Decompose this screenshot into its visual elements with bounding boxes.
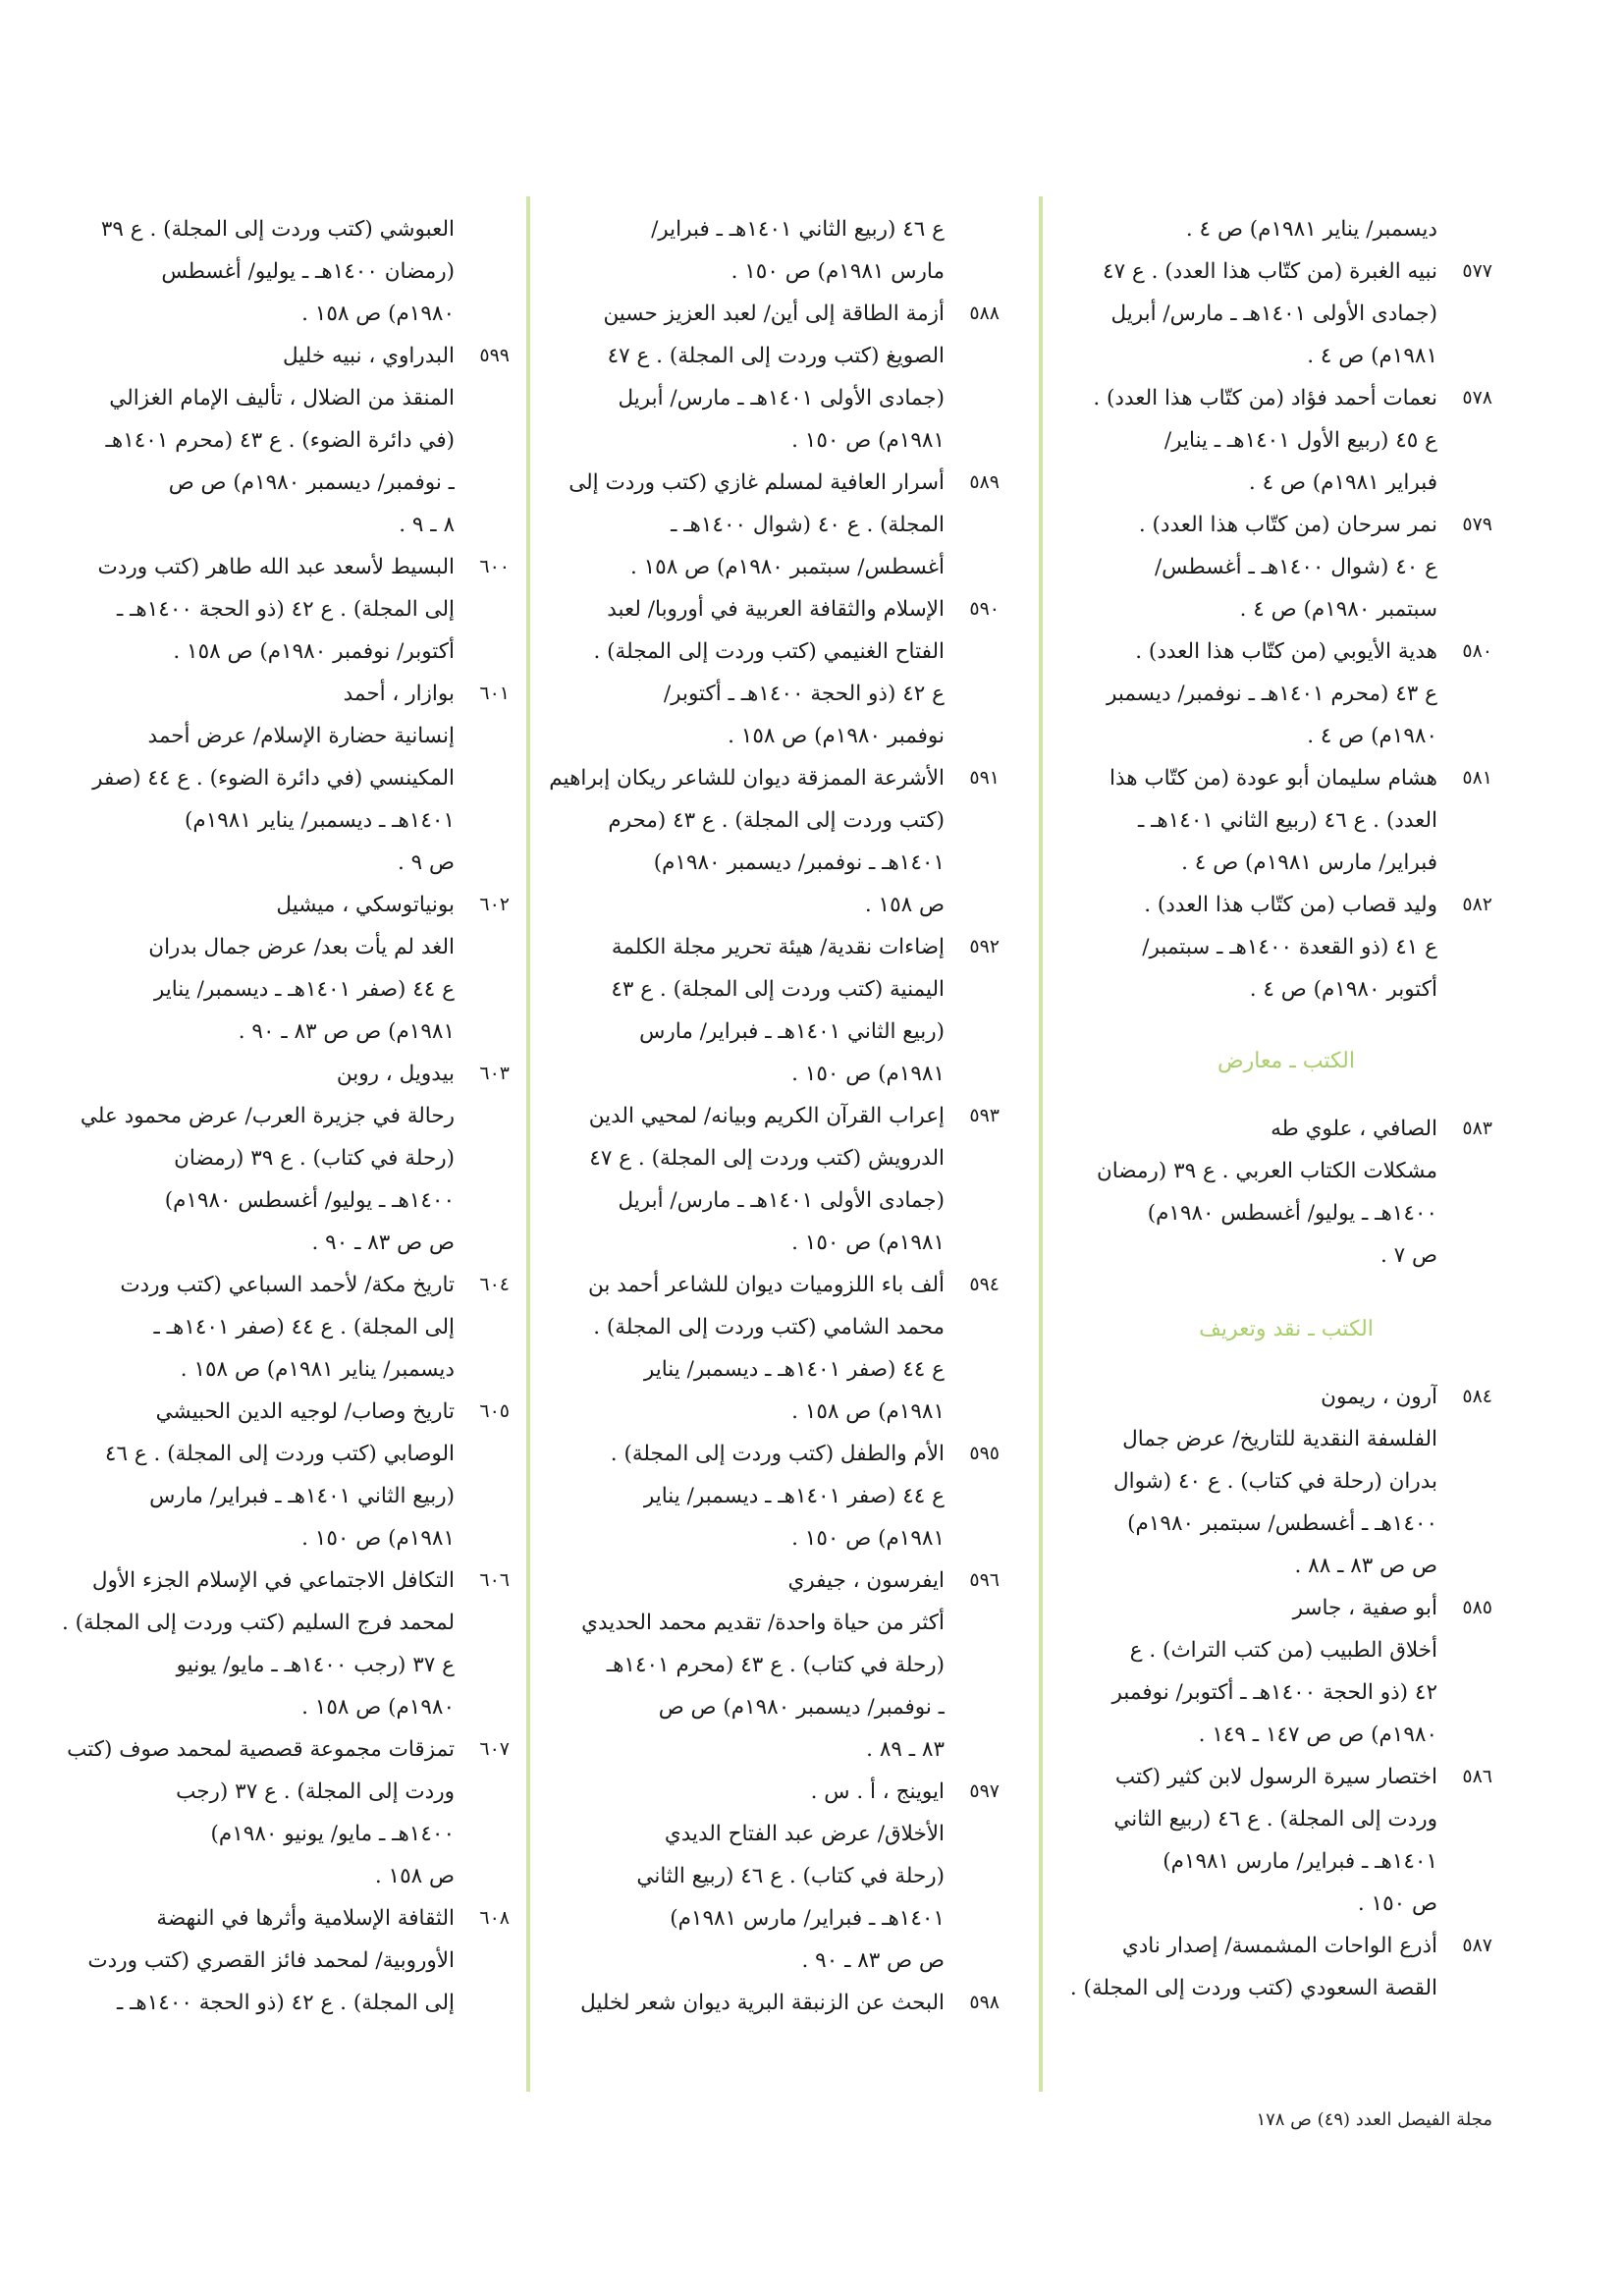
entry-text-line: ـ نوفمبر/ ديسمبر ١٩٨٠م) ص ص bbox=[658, 1695, 945, 1720]
entry-text-line: الأخلاق/ عرض عبد الفتاح الديدي bbox=[664, 1822, 945, 1846]
entry-number: ٥٨٤ bbox=[1462, 1386, 1492, 1407]
bibliography-entry bbox=[71, 335, 510, 546]
entry-text-line: الوصابي (كتب وردت إلى المجلة) . ع ٤٦ bbox=[104, 1442, 455, 1466]
entry-text-line: ١٩٨١م) ص ١٥٠ . bbox=[791, 1230, 945, 1255]
entry-text-line: ١٤٠٠هـ ـ يوليو/ أغسطس ١٩٨٠م) bbox=[1147, 1201, 1437, 1226]
entry-text-line: الدرويش (كتب وردت إلى المجلة) . ع ٤٧ bbox=[589, 1146, 945, 1171]
bibliography-entry bbox=[568, 462, 1000, 588]
right-column bbox=[1069, 208, 1492, 2009]
entry-text-line: المكينسي (في دائرة الضوء) . ع ٤٤ (صفر bbox=[92, 766, 455, 791]
continuation-text bbox=[1080, 208, 1492, 250]
entry-text-line: ١٤٠١هـ ـ نوفمبر/ ديسمبر ١٩٨٠م) bbox=[653, 850, 945, 875]
entry-text-line: إلى المجلة) . ع ٤٢ (ذو الحجة ١٤٠٠هـ ـ bbox=[116, 597, 455, 622]
entry-text-line: الأوروبية/ لمحمد فائز القصري (كتب وردت bbox=[87, 1948, 455, 1973]
entry-text-line: الأم والطفل (كتب وردت إلى المجلة) . bbox=[610, 1442, 945, 1466]
entry-number: ٦٠٧ bbox=[479, 1738, 510, 1760]
entry-text-line: الإسلام والثقافة العربية في أوروبا/ لعبد bbox=[607, 597, 945, 622]
entry-text-line: ع ٤٤ (صفر ١٤٠١هـ ـ ديسمبر/ يناير bbox=[643, 1357, 945, 1382]
entry-text-line: ألف باء اللزوميات ديوان للشاعر أحمد بن bbox=[588, 1273, 945, 1297]
continuation-text bbox=[568, 208, 1000, 293]
entry-number: ٦٠٦ bbox=[479, 1569, 510, 1591]
entry-number: ٥٩٧ bbox=[969, 1780, 1000, 1802]
entry-text-line: أكثر من حياة واحدة/ تقديم محمد الحديدي bbox=[581, 1611, 945, 1635]
entry-number: ٥٧٨ bbox=[1462, 387, 1492, 409]
entry-text-line: ع ٤٥ (ربيع الأول ١٤٠١هـ ـ يناير/ bbox=[1163, 428, 1437, 453]
entry-number: ٥٨٧ bbox=[1462, 1935, 1492, 1956]
entry-number: ٦٠٤ bbox=[479, 1274, 510, 1295]
entry-text-line: أكتوبر ١٩٨٠م) ص ٤ . bbox=[1249, 977, 1437, 1002]
entry-text-line: فبراير/ مارس ١٩٨١م) ص ٤ . bbox=[1181, 850, 1437, 875]
entry-text-line: أبو صفية ، جاسر bbox=[1292, 1596, 1437, 1620]
entry-text-line: ١٩٨١م) ص ١٥٠ . bbox=[301, 1526, 455, 1551]
entry-text-line: نبيه الغبرة (من كتّاب هذا العدد) . ع ٤٧ bbox=[1103, 259, 1437, 284]
bibliography-entry bbox=[568, 1433, 1000, 1559]
entry-text-line: ع ٤١ (ذو القعدة ١٤٠٠هـ ـ سبتمبر/ bbox=[1142, 935, 1437, 959]
bibliography-entry bbox=[1080, 884, 1492, 1011]
entry-text-line: ١٩٨١م) ص ص ٨٣ ـ ٩٠ . bbox=[238, 1019, 455, 1044]
entry-number: ٦٠١ bbox=[479, 683, 510, 704]
entry-list bbox=[1080, 250, 1492, 1011]
entry-text-line: ايوينج ، أ . س . bbox=[810, 1779, 945, 1804]
entry-text-line: ١٩٨٠م) ص ٤ . bbox=[1307, 724, 1437, 748]
bibliography-entry bbox=[568, 1982, 1000, 2024]
entry-text-line: نوفمبر ١٩٨٠م) ص ١٥٨ . bbox=[728, 724, 945, 748]
entry-text-line: ديسمبر/ يناير ١٩٨١م) ص ٤ . bbox=[1185, 217, 1437, 242]
entry-text-line: ع ٤٢ (ذو الحجة ١٤٠٠هـ ـ أكتوبر/ bbox=[663, 682, 945, 706]
bibliography-entry bbox=[568, 1771, 1000, 1982]
entry-text-line: أسرار العافية لمسلم غازي (كتب وردت إلى bbox=[568, 470, 945, 495]
entry-text-line: المجلة) . ع ٤٠ (شوال ١٤٠٠هـ ـ bbox=[671, 513, 945, 537]
bibliography-entry bbox=[71, 546, 510, 673]
entry-text-line: (جمادى الأولى ١٤٠١هـ ـ مارس/ أبريل bbox=[618, 386, 945, 410]
entry-text-line: ١٩٨٠م) ص ص ١٤٧ ـ ١٤٩ . bbox=[1198, 1722, 1437, 1747]
entry-text-line: (رحلة في كتاب) . ع ٣٩ (رمضان bbox=[174, 1146, 455, 1171]
bibliography-entry bbox=[568, 1264, 1000, 1433]
continuation-text bbox=[71, 208, 510, 335]
entry-text-line: (جمادى الأولى ١٤٠١هـ ـ مارس/ أبريل bbox=[618, 1188, 945, 1213]
entry-text-line: آرون ، ريمون bbox=[1321, 1385, 1437, 1409]
entry-text-line: ع ٣٧ (رجب ١٤٠٠هـ ـ مايو/ يونيو bbox=[176, 1653, 455, 1677]
entry-text-line: تمزقات مجموعة قصصية لمحمد صوف (كتب bbox=[67, 1737, 455, 1762]
bibliography-entry bbox=[71, 1053, 510, 1264]
entry-number: ٥٩٠ bbox=[969, 598, 1000, 620]
entry-text-line: ص ٧ . bbox=[1380, 1243, 1437, 1268]
entry-text-line: ديسمبر/ يناير ١٩٨١م) ص ١٥٨ . bbox=[180, 1357, 455, 1382]
entry-number: ٥٨١ bbox=[1462, 767, 1492, 789]
entry-text-line: هدية الأيوبي (من كتّاب هذا العدد) . bbox=[1135, 639, 1437, 664]
entry-text-line: ١٩٨١م) ص ١٥٨ . bbox=[791, 1399, 945, 1424]
entry-text-line: إلى المجلة) . ع ٤٢ (ذو الحجة ١٤٠٠هـ ـ bbox=[116, 1991, 455, 2015]
entry-text-line: وردت إلى المجلة) . ع ٤٦ (ربيع الثاني bbox=[1113, 1807, 1437, 1831]
bibliography-entry bbox=[71, 1391, 510, 1559]
entry-number: ٥٩١ bbox=[969, 767, 1000, 789]
entry-list bbox=[1069, 1376, 1492, 2009]
entry-text-line: ١٤٠٠هـ ـ أغسطس/ سبتمبر ١٩٨٠م) bbox=[1127, 1511, 1437, 1536]
entry-text-line: التكافل الاجتماعي في الإسلام الجزء الأول bbox=[91, 1568, 455, 1593]
bibliography-entry bbox=[1080, 757, 1492, 884]
entry-text-line: إضاءات نقدية/ هيئة تحرير مجلة الكلمة bbox=[611, 935, 945, 959]
bibliography-entry bbox=[568, 588, 1000, 757]
entry-text-line: العبوشي (كتب وردت إلى المجلة) . ع ٣٩ bbox=[100, 217, 455, 242]
bibliography-entry bbox=[1080, 1756, 1492, 1925]
entry-text-line: ص ص ٨٣ ـ ٩٠ . bbox=[801, 1948, 945, 1973]
entry-text-line: الفتاح الغنيمي (كتب وردت إلى المجلة) . bbox=[593, 639, 945, 664]
entry-text-line: ايفرسون ، جيفري bbox=[787, 1568, 945, 1593]
entry-text-line: ص ١٥٨ . bbox=[864, 893, 945, 917]
entry-text-line: الأشرعة الممزقة ديوان للشاعر ريكان إبراهيم bbox=[549, 766, 945, 791]
entry-text-line: (رمضان ١٤٠٠هـ ـ يوليو/ أغسطس bbox=[161, 259, 455, 284]
entry-number: ٦٠٠ bbox=[479, 556, 510, 577]
entry-text-line: الصويغ (كتب وردت إلى المجلة) . ع ٤٧ bbox=[607, 344, 945, 368]
entry-text-line: ١٩٨٠م) ص ١٥٨ . bbox=[301, 1695, 455, 1720]
entry-text-line: تاريخ مكة/ لأحمد السباعي (كتب وردت bbox=[120, 1273, 455, 1297]
entry-text-line: (ربيع الثاني ١٤٠١هـ ـ فبراير/ مارس bbox=[639, 1019, 945, 1044]
entry-text-line: ص ص ٨٣ ـ ٩٠ . bbox=[311, 1230, 455, 1255]
entry-number: ٦٠٨ bbox=[479, 1907, 510, 1929]
bibliography-entry bbox=[71, 1897, 510, 2024]
entry-text-line: نعمات أحمد فؤاد (من كتّاب هذا العدد) . bbox=[1093, 386, 1437, 410]
entry-text-line: ص ٩ . bbox=[397, 850, 455, 875]
bibliography-entry bbox=[1080, 1587, 1492, 1756]
column-divider bbox=[526, 196, 530, 2092]
entry-text-line: ـ نوفمبر/ ديسمبر ١٩٨٠م) ص ص bbox=[168, 470, 455, 495]
entry-text-line: ص ١٥٨ . bbox=[374, 1864, 455, 1888]
entry-text-line: إنسانية حضارة الإسلام/ عرض أحمد bbox=[147, 724, 455, 748]
left-column bbox=[62, 208, 510, 2024]
entry-text-line: (كتب وردت إلى المجلة) . ع ٤٣ (محرم bbox=[608, 808, 945, 833]
entry-number: ٥٩٣ bbox=[969, 1105, 1000, 1126]
entry-number: ٥٧٩ bbox=[1462, 514, 1492, 535]
entry-text-line: ع ٤٤ (صفر ١٤٠١هـ ـ ديسمبر/ يناير bbox=[153, 977, 455, 1002]
entry-number: ٦٠٣ bbox=[479, 1063, 510, 1084]
entry-text-line: أغسطس/ سبتمبر ١٩٨٠م) ص ١٥٨ . bbox=[629, 555, 945, 579]
entry-text-line: المنقذ من الضلال ، تأليف الإمام الغزالي bbox=[109, 386, 455, 410]
bibliography-entry bbox=[71, 884, 510, 1053]
entry-text-line: الغد لم يأت بعد/ عرض جمال بدران bbox=[148, 935, 455, 959]
entry-text-line: بوازار ، أحمد bbox=[343, 682, 455, 706]
bibliography-entry bbox=[549, 757, 1000, 926]
entry-text-line: أخلاق الطبيب (من كتب التراث) . ع bbox=[1129, 1638, 1437, 1663]
section-heading-criticism: الكتب ـ نقد وتعريف bbox=[1199, 1317, 1374, 1341]
entry-text-line: البدراوي ، نبيه خليل bbox=[283, 344, 455, 368]
entry-text-line: بدران (رحلة في كتاب) . ع ٤٠ (شوال bbox=[1113, 1469, 1437, 1494]
bibliography-entry bbox=[1080, 504, 1492, 630]
entry-text-line: (رحلة في كتاب) . ع ٤٦ (ربيع الثاني bbox=[636, 1864, 945, 1888]
entry-text-line: نمر سرحان (من كتّاب هذا العدد) . bbox=[1138, 513, 1437, 537]
entry-text-line: ١٤٠١هـ ـ ديسمبر/ يناير ١٩٨١م) bbox=[184, 808, 455, 833]
entry-text-line: إلى المجلة) . ع ٤٤ (صفر ١٤٠١هـ ـ bbox=[153, 1315, 455, 1339]
entry-text-line: محمد الشامي (كتب وردت إلى المجلة) . bbox=[593, 1315, 945, 1339]
entry-text-line: أزمة الطاقة إلى أين/ لعبد العزيز حسين bbox=[603, 301, 945, 326]
bibliography-entry bbox=[1080, 630, 1492, 757]
entry-number: ٥٩٨ bbox=[969, 1992, 1000, 2013]
entry-text-line: ١٩٨١م) ص ٤ . bbox=[1307, 344, 1437, 368]
entry-text-line: ع ٤٣ (محرم ١٤٠١هـ ـ نوفمبر/ ديسمبر bbox=[1107, 682, 1437, 706]
bibliography-entry bbox=[62, 1559, 510, 1728]
entry-text-line: البسيط لأسعد عبد الله طاهر (كتب وردت bbox=[97, 555, 455, 579]
entry-text-line: ع ٤٦ (ربيع الثاني ١٤٠١هـ ـ فبراير/ bbox=[651, 217, 945, 242]
bibliography-entry bbox=[1080, 1108, 1492, 1277]
middle-column bbox=[549, 208, 1000, 2024]
entry-text-line: ع ٤٠ (شوال ١٤٠٠هـ ـ أغسطس/ bbox=[1154, 555, 1437, 579]
entry-text-line: (رحلة في كتاب) . ع ٤٣ (محرم ١٤٠١هـ bbox=[606, 1653, 945, 1677]
entry-text-line: بيدويل ، روبن bbox=[336, 1062, 455, 1086]
entry-text-line: ٨٣ ـ ٨٩ . bbox=[866, 1737, 945, 1762]
entry-text-line: ٨ ـ ٩ . bbox=[399, 513, 455, 537]
entry-text-line: ١٤٠٠هـ ـ يوليو/ أغسطس ١٩٨٠م) bbox=[164, 1188, 455, 1213]
entry-number: ٥٩٤ bbox=[969, 1274, 1000, 1295]
entry-list bbox=[549, 293, 1000, 2024]
entry-text-line: (جمادى الأولى ١٤٠١هـ ـ مارس/ أبريل bbox=[1110, 301, 1437, 326]
entry-text-line: وليد قصاب (من كتّاب هذا العدد) . bbox=[1144, 893, 1437, 917]
bibliography-entry bbox=[1069, 1925, 1492, 2009]
entry-text-line: تاريخ وصاب/ لوجيه الدين الحبيشي bbox=[155, 1399, 455, 1424]
entry-text-line: ص ص ٨٣ ـ ٨٨ . bbox=[1294, 1554, 1437, 1578]
entry-text-line: (ربيع الثاني ١٤٠١هـ ـ فبراير/ مارس bbox=[149, 1484, 455, 1508]
entry-text-line: الثقافة الإسلامية وأثرها في النهضة bbox=[156, 1906, 455, 1931]
entry-text-line: لمحمد فرج السليم (كتب وردت إلى المجلة) . bbox=[62, 1611, 455, 1635]
entry-text-line: أذرع الواحات المشمسة/ إصدار نادي bbox=[1121, 1934, 1437, 1958]
entry-text-line: فبراير ١٩٨١م) ص ٤ . bbox=[1248, 470, 1437, 495]
entry-text-line: الفلسفة النقدية للتاريخ/ عرض جمال bbox=[1122, 1427, 1437, 1451]
entry-text-line: ١٤٠٠هـ ـ مايو/ يونيو ١٩٨٠م) bbox=[210, 1822, 455, 1846]
entry-text-line: رحالة في جزيرة العرب/ عرض محمود علي bbox=[80, 1104, 455, 1128]
entry-text-line: ٤٢ (ذو الحجة ١٤٠٠هـ ـ أكتوبر/ نوفمبر bbox=[1111, 1680, 1437, 1705]
entry-number: ٥٨٨ bbox=[969, 302, 1000, 324]
entry-list bbox=[62, 335, 510, 2024]
bibliography-entry bbox=[568, 293, 1000, 462]
bibliography-entry bbox=[1080, 377, 1492, 504]
entry-number: ٥٨٦ bbox=[1462, 1766, 1492, 1787]
section-heading-exhibitions: الكتب ـ معارض bbox=[1217, 1049, 1355, 1073]
entry-text-line: ١٩٨١م) ص ١٥٠ . bbox=[791, 428, 945, 453]
entry-text-line: العدد) . ع ٤٦ (ربيع الثاني ١٤٠١هـ ـ bbox=[1137, 808, 1437, 833]
entry-text-line: القصة السعودي (كتب وردت إلى المجلة) . bbox=[1069, 1976, 1437, 2000]
entry-text-line: البحث عن الزنبقة البرية ديوان شعر لخليل bbox=[580, 1991, 945, 2015]
entry-number: ٥٨٣ bbox=[1462, 1118, 1492, 1139]
entry-number: ٥٩٢ bbox=[969, 936, 1000, 957]
entry-text-line: مارس ١٩٨١م) ص ١٥٠ . bbox=[730, 259, 945, 284]
bibliography-entry bbox=[568, 1095, 1000, 1264]
bibliography-entry bbox=[67, 1728, 510, 1897]
entry-number: ٦٠٢ bbox=[479, 894, 510, 915]
entry-number: ٥٩٩ bbox=[479, 345, 510, 366]
bibliography-entry bbox=[568, 1559, 1000, 1771]
entry-text-line: (في دائرة الضوء) . ع ٤٣ (محرم ١٤٠١هـ bbox=[105, 428, 455, 453]
bibliography-entry bbox=[568, 926, 1000, 1095]
bibliography-entry bbox=[1080, 1376, 1492, 1587]
entry-number: ٦٠٥ bbox=[479, 1400, 510, 1422]
entry-text-line: إعراب القرآن الكريم وبيانه/ لمحيي الدين bbox=[588, 1104, 945, 1128]
entry-text-line: بونياتوسكي ، ميشيل bbox=[276, 893, 455, 917]
entry-text-line: مشكلات الكتاب العربي . ع ٣٩ (رمضان bbox=[1096, 1159, 1437, 1183]
entry-text-line: ع ٤٤ (صفر ١٤٠١هـ ـ ديسمبر/ يناير bbox=[643, 1484, 945, 1508]
entry-text-line: اليمنية (كتب وردت إلى المجلة) . ع ٤٣ bbox=[611, 977, 945, 1002]
entry-text-line: اختصار سيرة الرسول لابن كثير (كتب bbox=[1114, 1765, 1437, 1789]
entry-text-line: ١٤٠١هـ ـ فبراير/ مارس ١٩٨١م) bbox=[1163, 1849, 1437, 1874]
entry-text-line: ١٤٠١هـ ـ فبراير/ مارس ١٩٨١م) bbox=[670, 1906, 945, 1931]
entry-text-line: هشام سليمان أبو عودة (من كتّاب هذا bbox=[1109, 766, 1437, 791]
entry-text-line: ١٩٨١م) ص ١٥٠ . bbox=[791, 1526, 945, 1551]
entry-number: ٥٨٩ bbox=[969, 471, 1000, 493]
entry-number: ٥٨٠ bbox=[1462, 640, 1492, 662]
entry-number: ٥٨٥ bbox=[1462, 1597, 1492, 1618]
bibliography-entry bbox=[71, 1264, 510, 1391]
entry-number: ٥٩٦ bbox=[969, 1569, 1000, 1591]
entry-number: ٥٩٥ bbox=[969, 1443, 1000, 1464]
entry-text-line: الصافي ، علوي طه bbox=[1271, 1117, 1437, 1141]
page-footer: مجلة الفيصل العدد (٤٩) ص ١٧٨ bbox=[1256, 2109, 1492, 2130]
entry-text-line: سبتمبر ١٩٨٠م) ص ٤ . bbox=[1239, 597, 1437, 622]
column-divider bbox=[1039, 196, 1043, 2092]
entry-text-line: ١٩٨٠م) ص ١٥٨ . bbox=[301, 301, 455, 326]
entry-text-line: أكتوبر/ نوفمبر ١٩٨٠م) ص ١٥٨ . bbox=[173, 639, 455, 664]
entry-text-line: ص ١٥٠ . bbox=[1357, 1891, 1437, 1916]
entry-text-line: وردت إلى المجلة) . ع ٣٧ (رجب bbox=[176, 1779, 455, 1804]
bibliography-entry bbox=[71, 673, 510, 884]
entry-list bbox=[1080, 1108, 1492, 1277]
bibliography-entry bbox=[1080, 250, 1492, 377]
entry-text-line: ١٩٨١م) ص ١٥٠ . bbox=[791, 1062, 945, 1086]
entry-number: ٥٧٧ bbox=[1462, 260, 1492, 282]
entry-number: ٥٨٢ bbox=[1462, 894, 1492, 915]
